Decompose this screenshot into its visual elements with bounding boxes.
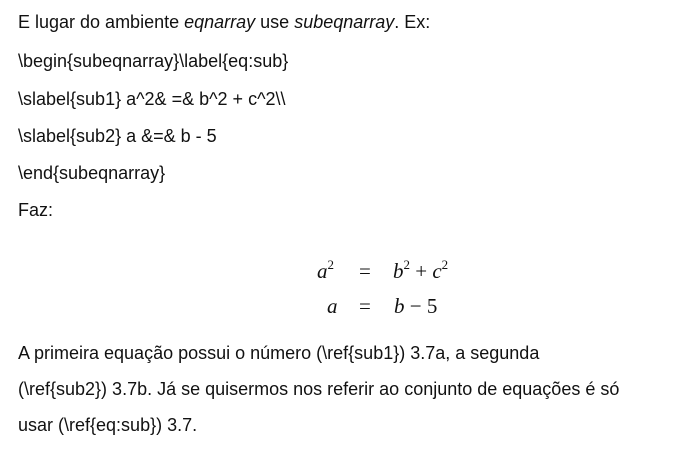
env-name-eqnarray: eqnarray: [184, 12, 256, 32]
paragraph-line-1: A primeira equação possui o número (\ref{sub1}) 3.7a, a segunda: [18, 343, 540, 363]
code-line-begin: \begin{subeqnarray}\label{eq:sub}: [18, 51, 289, 71]
env-name-subeqnarray: subeqnarray: [294, 12, 395, 32]
equation-2-lhs: a: [327, 294, 338, 318]
intro-text-after: . Ex:: [394, 12, 431, 32]
code-line-sub2: \slabel{sub2} a &=& b - 5: [18, 126, 217, 146]
equation-1-rhs: $b^2 + c^2$: [393, 257, 449, 283]
intro-line: [18, 11, 430, 33]
faz-label: Faz:: [18, 200, 54, 220]
intro-text-before: E lugar do ambiente: [18, 12, 185, 32]
equation-2-rhs: b − 5: [394, 294, 438, 318]
equation-2-relation: =: [359, 294, 371, 318]
code-line-sub1: \slabel{sub1} a^2& =& b^2 + c^2\\: [18, 89, 286, 109]
paragraph-line-3: usar (\ref{eq:sub}) 3.7.: [18, 415, 198, 435]
equation-1-lhs: $a^2$: [317, 257, 334, 283]
equation-1-relation: =: [359, 259, 371, 283]
intro-text-middle: use: [255, 12, 295, 32]
paragraph-line-2: (\ref{sub2}) 3.7b. Já se quisermos nos referir ao conjunto de equações é só: [18, 379, 620, 399]
code-line-end: \end{subeqnarray}: [18, 163, 166, 183]
